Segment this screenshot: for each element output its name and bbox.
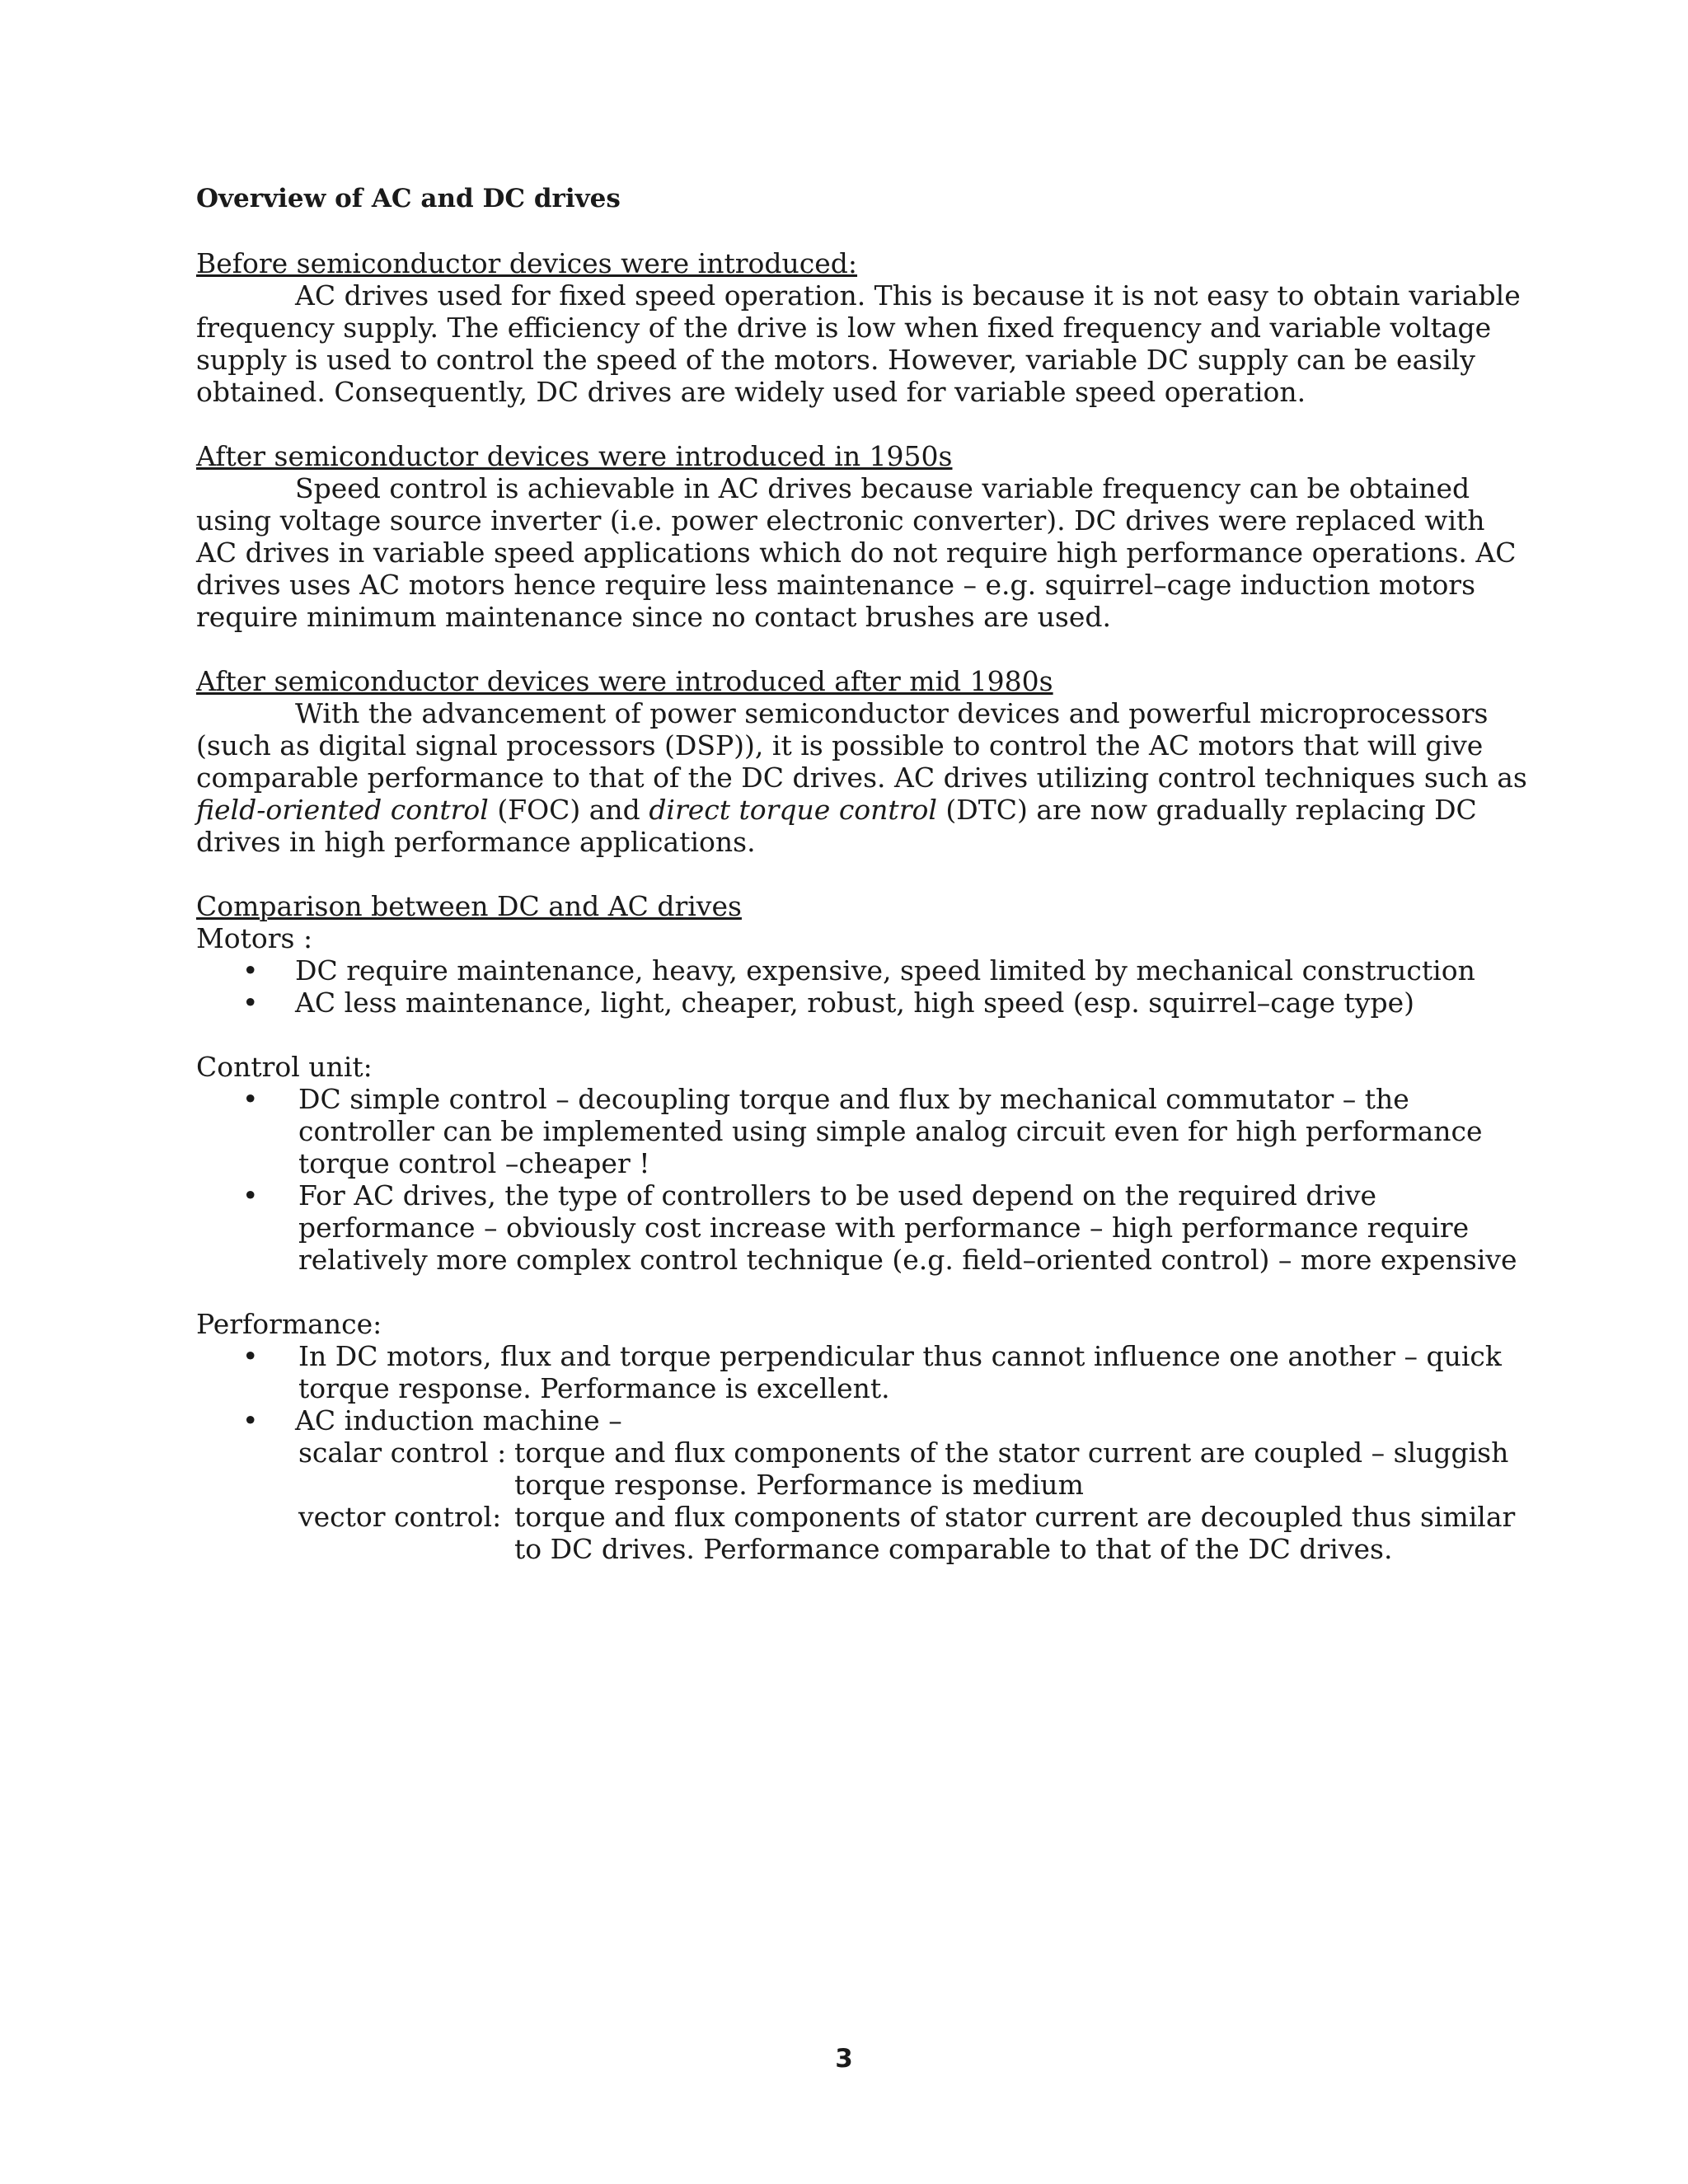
scalar-control-row	[196, 1436, 1531, 1501]
list-item: • DC simple control – decoupling torque and flux by mechanical commutator – the controller can be implemented using simple analog circuit even for high performance torque control –cheaper !	[242, 1083, 1483, 1179]
motors-label: Motors :	[196, 922, 313, 954]
foc-term: field-oriented control	[196, 794, 489, 826]
section-1980s	[196, 665, 1531, 858]
body-text: (FOC) and	[488, 794, 649, 826]
bullet-icon: •	[242, 954, 259, 987]
body-text: With the advancement of power semiconductor devices and powerful microprocessors (such as digital signal processors (DSP)), it is possible to control the AC motors that will give comparable performance to that of the DC drives. AC drives utilizing control techniques such as	[196, 697, 1527, 794]
page-number: 3	[835, 2044, 853, 2074]
control-unit-list	[196, 1083, 1531, 1276]
section-heading: After semiconductor devices were introduced after mid 1980s	[196, 665, 1053, 697]
section-heading: After semiconductor devices were introduced in 1950s	[196, 440, 953, 472]
section-body	[196, 697, 1531, 858]
list-item: • In DC motors, flux and torque perpendicular thus cannot influence one another – quick torque response. Performance is excellent.	[242, 1340, 1502, 1404]
bullet-icon: •	[242, 987, 259, 1019]
bullet-icon: •	[242, 1179, 259, 1212]
section-comparison	[196, 890, 1531, 1565]
sub-label: scalar control :	[298, 1436, 507, 1469]
performance-label: Performance:	[196, 1308, 382, 1340]
sub-text: torque and flux components of the stator current are coupled – sluggish torque response. Performance is medium	[514, 1436, 1509, 1501]
list-item: • DC require maintenance, heavy, expensive, speed limited by mechanical construction	[242, 954, 1475, 987]
section-heading: Before semiconductor devices were introduced:	[196, 247, 858, 279]
list-item: • For AC drives, the type of controllers to be used depend on the required drive performance – obviously cost increase with performance – high performance require relatively more complex control technique (e.g. field–oriented control) – more expensive	[242, 1179, 1517, 1276]
control-unit-label: Control unit:	[196, 1051, 373, 1083]
section-heading: Comparison between DC and AC drives	[196, 890, 742, 922]
list-item: • AC less maintenance, light, cheaper, robust, high speed (esp. squirrel–cage type)	[242, 987, 1414, 1019]
sub-label: vector control:	[298, 1501, 502, 1533]
body-text: (DTC) are now gradually replacing DC drives in high performance applications.	[196, 794, 1477, 858]
sub-text: torque and flux components of stator current are decoupled thus similar to DC drives. Performance comparable to that of the DC drives.	[514, 1501, 1516, 1565]
performance-list	[196, 1340, 1531, 1436]
section-before-semiconductors	[196, 247, 1531, 408]
section-body: AC drives used for fixed speed operation. This is because it is not easy to obtain variable frequency supply. The efficiency of the drive is low when fixed frequency and variable voltage supply is used to control the speed of the motors. However, variable DC supply can be easily obtained. Consequently, DC drives are widely used for variable speed operation.	[196, 279, 1521, 408]
motors-list	[196, 954, 1531, 1019]
bullet-icon: •	[242, 1404, 259, 1436]
list-item: • AC induction machine –	[242, 1404, 622, 1436]
dtc-term: direct torque control	[649, 794, 937, 826]
bullet-icon: •	[242, 1083, 259, 1115]
section-1950s	[196, 440, 1531, 633]
vector-control-row	[196, 1501, 1531, 1565]
bullet-icon: •	[242, 1340, 259, 1372]
section-body: Speed control is achievable in AC drives because variable frequency can be obtained using voltage source inverter (i.e. power electronic converter). DC drives were replaced with AC drives in variable speed applications which do not require high performance operations. AC drives uses AC motors hence require less maintenance – e.g. squirrel–cage induction motors require minimum maintenance since no contact brushes are used.	[196, 472, 1517, 633]
document-title: Overview of AC and DC drives	[196, 184, 621, 213]
